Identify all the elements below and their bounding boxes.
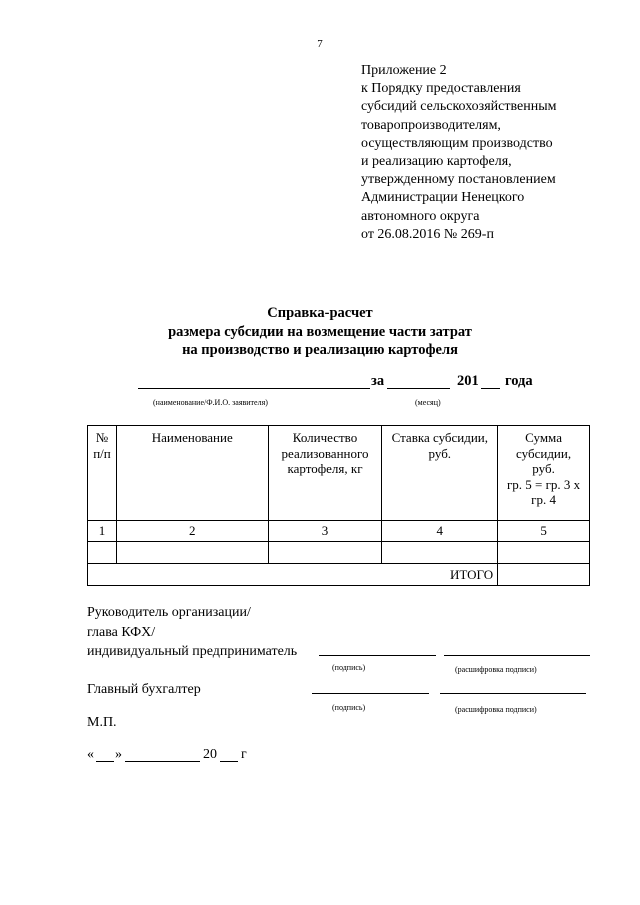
month-caption: (месяц) [415,398,441,407]
appendix-line: автономного округа [361,208,480,224]
date-month-line[interactable] [125,761,200,762]
appendix-line: утвержденному постановлением [361,172,556,188]
total-value-cell[interactable] [498,564,590,586]
appendix-block [361,62,631,244]
head-title-line-3: индивидуальный предприниматель [87,644,298,659]
header-cell-name: Наименование [116,426,268,521]
appendix-line: субсидий сельскохозяйственным [361,99,557,115]
applicant-name-line [138,388,370,389]
date-year-line[interactable] [220,761,238,762]
table-cell[interactable] [88,542,117,564]
date-year-suffix: г [241,747,247,762]
table-cell[interactable] [382,542,498,564]
appendix-line: от 26.08.2016 № 269-п [361,226,494,242]
date-close-quote: » [115,747,122,762]
column-number: 5 [498,521,590,542]
appendix-line: Администрации Ненецкого [361,190,525,206]
period-za-label: за [371,373,385,389]
column-number: 1 [88,521,117,542]
year-suffix-line [481,388,500,389]
stamp-label: М.П. [87,715,117,730]
accountant-title: Главный бухгалтер [87,682,201,697]
header-cell-rate: Ставка субсидии, руб. [382,426,498,521]
table-cell[interactable] [116,542,268,564]
document-title [0,304,640,360]
appendix-line: Приложение 2 [361,63,447,78]
accountant-signature-caption: (подпись) [332,703,366,712]
column-number: 3 [268,521,382,542]
header-cell-sum: Сумма субсидии, руб. гр. 5 = гр. 3 х гр. 4 [498,426,590,521]
head-decoding-caption: (расшифровка подписи) [455,665,537,674]
appendix-line: осуществляющим производство [361,135,553,151]
head-title-line-1: Руководитель организации/ [87,605,251,620]
month-line [387,388,450,389]
appendix-line: и реализацию картофеля, [361,154,512,170]
column-number: 2 [116,521,268,542]
head-signature-caption: (подпись) [332,663,366,672]
head-decoding-line [444,655,590,656]
table-cell[interactable] [268,542,382,564]
table-header-row [88,426,590,521]
calculation-table [87,425,590,586]
head-signature-line [319,655,436,656]
header-cell-number: № п/п [88,426,117,521]
accountant-signature-line [312,693,429,694]
head-title-line-2: глава КФХ/ [87,625,156,640]
year-word: года [505,373,533,389]
total-row [88,564,590,586]
table-cell[interactable] [498,542,590,564]
appendix-line: к Порядку предоставления [361,81,521,97]
total-label: ИТОГО [88,564,498,586]
applicant-caption: (наименование/Ф.И.О. заявителя) [153,398,268,407]
title-line-3: на производство и реализацию картофеля [182,342,458,358]
header-cell-quantity: Количество реализованного картофеля, кг [268,426,382,521]
appendix-line: товаропроизводителям, [361,117,501,133]
title-line-2: размера субсидии на возмещение части затрат [168,323,472,340]
date-year-prefix: 20 [203,747,217,762]
table-row [88,542,590,564]
column-number: 4 [382,521,498,542]
date-open-quote: « [87,747,94,762]
title-line-1: Справка-расчет [267,305,373,321]
column-number-row [88,521,590,542]
page-number: 7 [317,38,323,50]
date-day-line[interactable] [96,761,114,762]
accountant-decoding-line [440,693,586,694]
year-prefix: 201 [457,373,479,389]
accountant-decoding-caption: (расшифровка подписи) [455,705,537,714]
